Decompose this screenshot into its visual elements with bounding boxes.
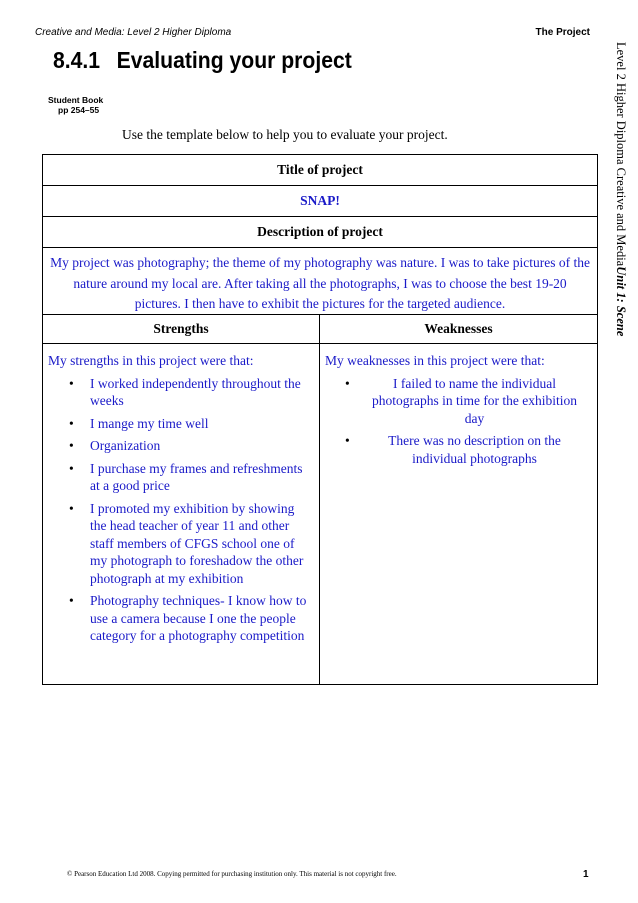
strengths-item: • I purchase my frames and refreshments at a good price bbox=[43, 460, 319, 495]
side-title-main: Level 2 Higher Diploma Creative and Media bbox=[614, 42, 628, 267]
page-number: 1 bbox=[583, 869, 589, 880]
strengths-item: • Organization bbox=[43, 437, 319, 455]
title-heading: Title of project bbox=[43, 155, 598, 186]
description-heading: Description of project bbox=[43, 217, 598, 248]
section-number: 8.4.1 bbox=[53, 47, 101, 73]
strengths-cell bbox=[43, 344, 320, 685]
description-value: My project was photography; the theme of my photography was nature. I was to take pictures of the nature around my local are. After taking all the photographs, I was to choose the best 19-20 pictures. I then have to exhibit the pictures for the targeted audience. bbox=[50, 255, 590, 311]
weaknesses-item: • I failed to name the individual photographs in time for the exhibition day bbox=[320, 375, 597, 428]
strengths-list bbox=[43, 375, 319, 645]
section-heading: Evaluating your project bbox=[116, 47, 352, 73]
running-header-section: The Project bbox=[535, 27, 590, 38]
weaknesses-heading: Weaknesses bbox=[320, 315, 598, 344]
strengths-heading: Strengths bbox=[43, 315, 320, 344]
weaknesses-list bbox=[320, 375, 597, 468]
intro-text: Use the template below to help you to evaluate your project. bbox=[122, 127, 448, 142]
side-running-title bbox=[613, 42, 628, 336]
strengths-item: • Photography techniques- I know how to use a camera because I one the people category for a photography competition bbox=[43, 592, 319, 645]
running-header-title: Creative and Media: Level 2 Higher Diploma bbox=[35, 27, 232, 38]
evaluation-table bbox=[42, 154, 598, 685]
strengths-item: • I worked independently throughout the weeks bbox=[43, 375, 319, 410]
student-book-label: Student Book bbox=[48, 95, 104, 105]
project-title-value: SNAP! bbox=[43, 186, 598, 217]
section-title bbox=[53, 47, 352, 74]
strengths-lead: My strengths in this project were that: bbox=[48, 353, 254, 368]
student-book-pages: pp 254–55 bbox=[58, 105, 100, 115]
copyright-footer: © Pearson Education Ltd 2008. Copying permitted for purchasing institution only. This material is not copyright free. bbox=[67, 870, 397, 878]
weaknesses-cell bbox=[320, 344, 598, 685]
side-title-unit: Unit 1: Scene bbox=[614, 266, 628, 337]
weaknesses-lead: My weaknesses in this project were that: bbox=[325, 353, 545, 368]
strengths-item: • I mange my time well bbox=[43, 415, 319, 433]
student-book-reference bbox=[48, 95, 103, 115]
weaknesses-item: • There was no description on the individual photographs bbox=[320, 432, 597, 467]
strengths-item: • I promoted my exhibition by showing the head teacher of year 11 and other staff members of CFGS school one of my photograph to foreshadow the other photograph at my exhibition bbox=[43, 500, 319, 588]
description-cell bbox=[43, 248, 598, 315]
